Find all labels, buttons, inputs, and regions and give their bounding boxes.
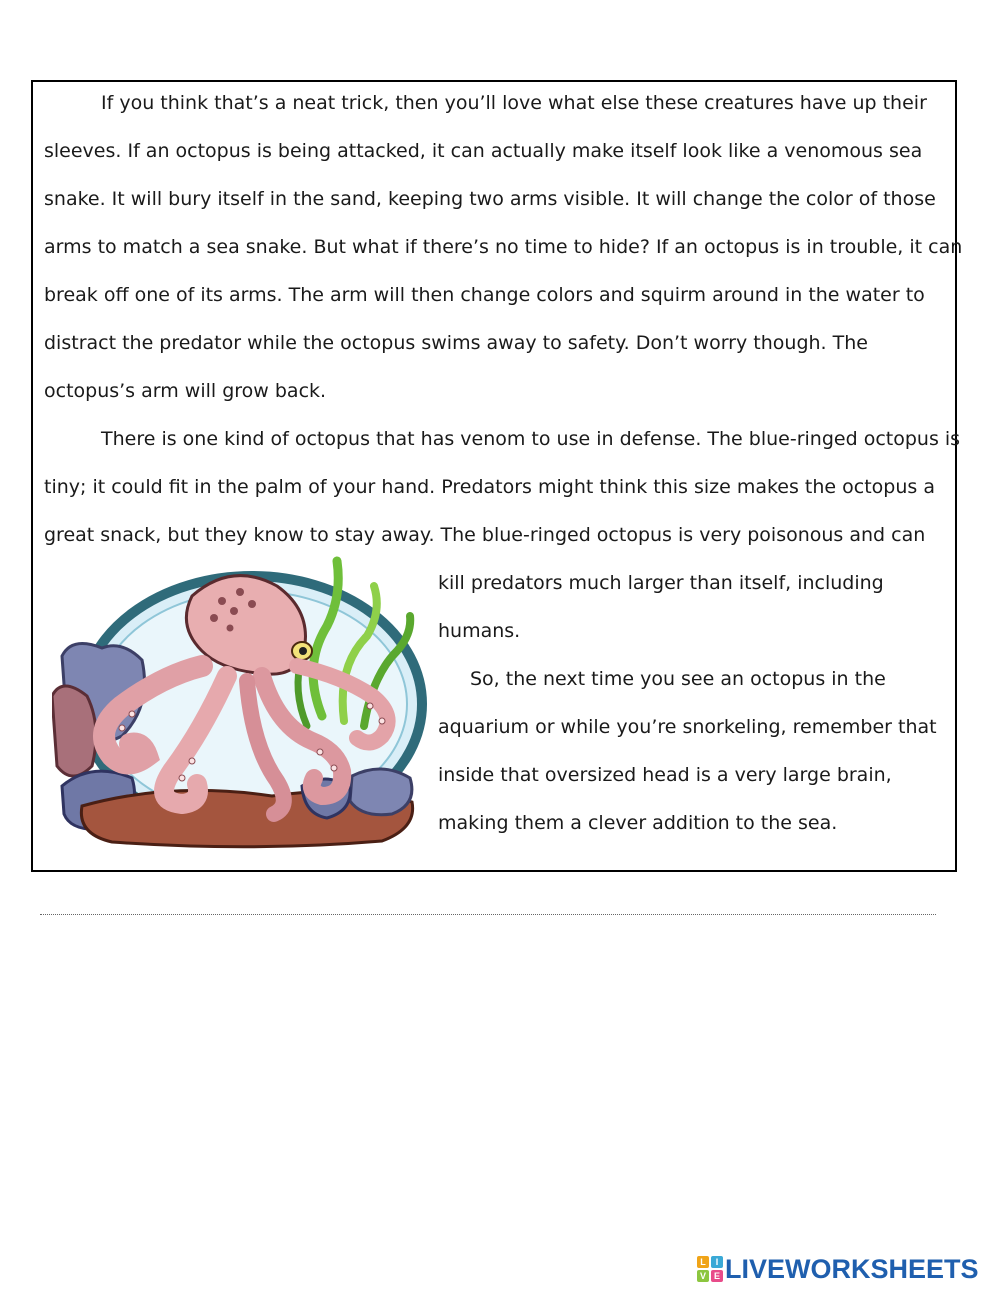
passage-line: great snack, but they know to stay away. The blue-ringed octopus is very poisonous and can xyxy=(44,524,926,546)
liveworksheets-logo xyxy=(697,1254,993,1284)
passage-line: distract the predator while the octopus swims away to safety. Don’t worry though. The xyxy=(44,332,868,354)
passage-line: making them a clever addition to the sea. xyxy=(438,812,838,834)
logo-mark-letter: E xyxy=(711,1270,723,1282)
passage-line: humans. xyxy=(438,620,521,642)
passage-line: If you think that’s a neat trick, then you’ll love what else these creatures have up their xyxy=(101,92,927,114)
logo-wordmark: LIVEWORKSHEETS xyxy=(725,1253,979,1284)
passage-line: arms to match a sea snake. But what if there’s no time to hide? If an octopus is in trouble, it can xyxy=(44,236,963,258)
passage-line: sleeves. If an octopus is being attacked, it can actually make itself look like a venomous sea xyxy=(44,140,923,162)
logo-mark-letter: L xyxy=(697,1256,709,1268)
passage-line: There is one kind of octopus that has venom to use in defense. The blue-ringed octopus is xyxy=(101,428,961,450)
passage-line: octopus’s arm will grow back. xyxy=(44,380,327,402)
passage-line: aquarium or while you’re snorkeling, remember that xyxy=(438,716,937,738)
passage-line: snake. It will bury itself in the sand, keeping two arms visible. It will change the color of those xyxy=(44,188,936,210)
logo-mark-icon xyxy=(697,1256,723,1282)
dotted-divider xyxy=(40,914,936,915)
passage-line: tiny; it could fit in the palm of your hand. Predators might think this size makes the octopus a xyxy=(44,476,935,498)
logo-mark-letter: I xyxy=(711,1256,723,1268)
passage-line: kill predators much larger than itself, including xyxy=(438,572,884,594)
passage-line: break off one of its arms. The arm will then change colors and squirm around in the water to xyxy=(44,284,925,306)
octopus-illustration xyxy=(52,556,428,852)
passage-line: inside that oversized head is a very large brain, xyxy=(438,764,892,786)
passage-line: So, the next time you see an octopus in the xyxy=(470,668,886,690)
logo-mark-letter: V xyxy=(697,1270,709,1282)
